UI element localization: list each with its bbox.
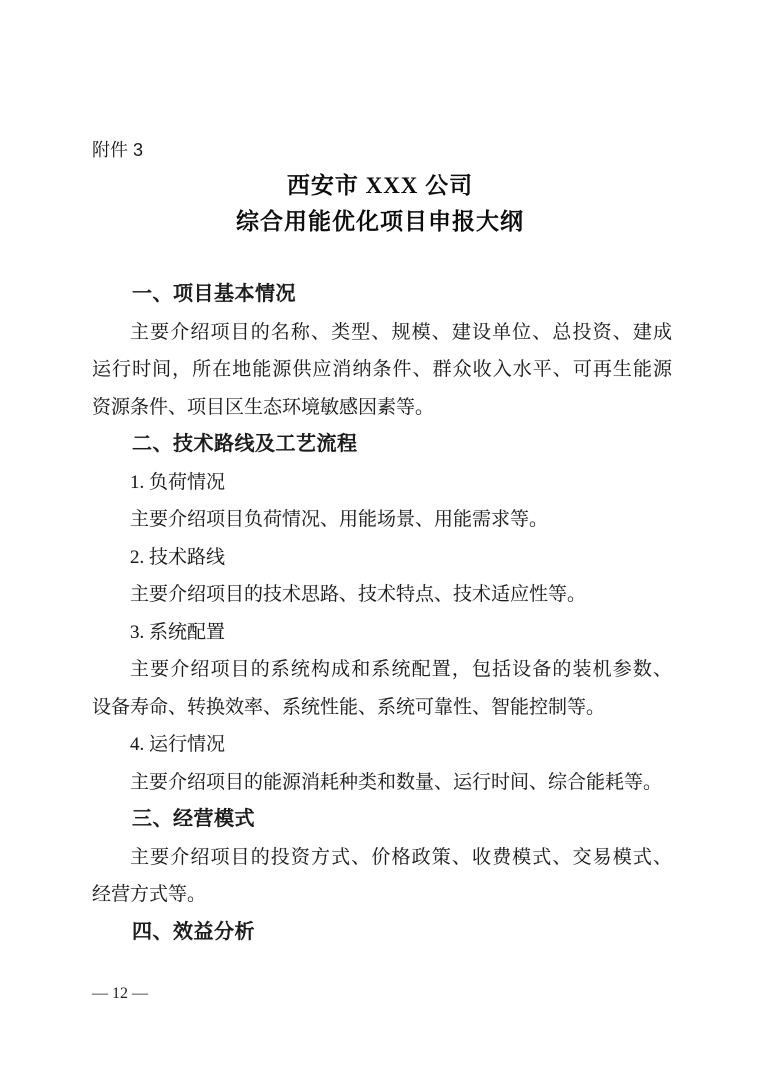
paragraph-line: 运行时间，所在地能源供应消纳条件、群众收入水平、可再生能源 <box>92 359 672 380</box>
subitem-2-title: 2. 技术路线 <box>130 546 226 568</box>
attachment-label: 附件 3 <box>92 140 144 160</box>
paragraph-line: 主要介绍项目的能源消耗种类和数量、运行时间、综合能耗等。 <box>130 771 663 793</box>
title-line-1: 西安市 XXX 公司 <box>286 173 474 198</box>
paragraph-line: 经营方式等。 <box>92 884 207 905</box>
document-body <box>92 276 672 951</box>
section-heading-4: 四、效益分析 <box>132 920 255 943</box>
subitem-1-title: 1. 负荷情况 <box>130 471 226 493</box>
paragraph-line: 主要介绍项目负荷情况、用能场景、用能需求等。 <box>130 509 549 530</box>
document-title <box>0 168 760 240</box>
paragraph-line: 主要介绍项目的投资方式、价格政策、收费模式、交易模式、 <box>130 846 672 868</box>
title-line-2: 综合用能优化项目申报大纲 <box>236 209 524 234</box>
paragraph-line: 主要介绍项目的技术思路、技术特点、技术适应性等。 <box>130 584 587 605</box>
section-heading-3: 三、经营模式 <box>132 808 255 830</box>
paragraph-line: 主要介绍项目的系统构成和系统配置，包括设备的装机参数、 <box>130 659 672 680</box>
subitem-3-title: 3. 系统配置 <box>130 621 226 643</box>
paragraph-line: 设备寿命、转换效率、系统性能、系统可靠性、智能控制等。 <box>92 696 606 718</box>
section-heading-2: 二、技术路线及工艺流程 <box>132 433 358 455</box>
section-heading-1: 一、项目基本情况 <box>132 283 296 305</box>
page-number: — 12 — <box>92 985 148 1002</box>
paragraph-line: 主要介绍项目的名称、类型、规模、建设单位、总投资、建成 <box>130 321 672 343</box>
subitem-4-title: 4. 运行情况 <box>130 734 226 755</box>
paragraph-line: 资源条件、项目区生态环境敏感因素等。 <box>92 396 435 418</box>
